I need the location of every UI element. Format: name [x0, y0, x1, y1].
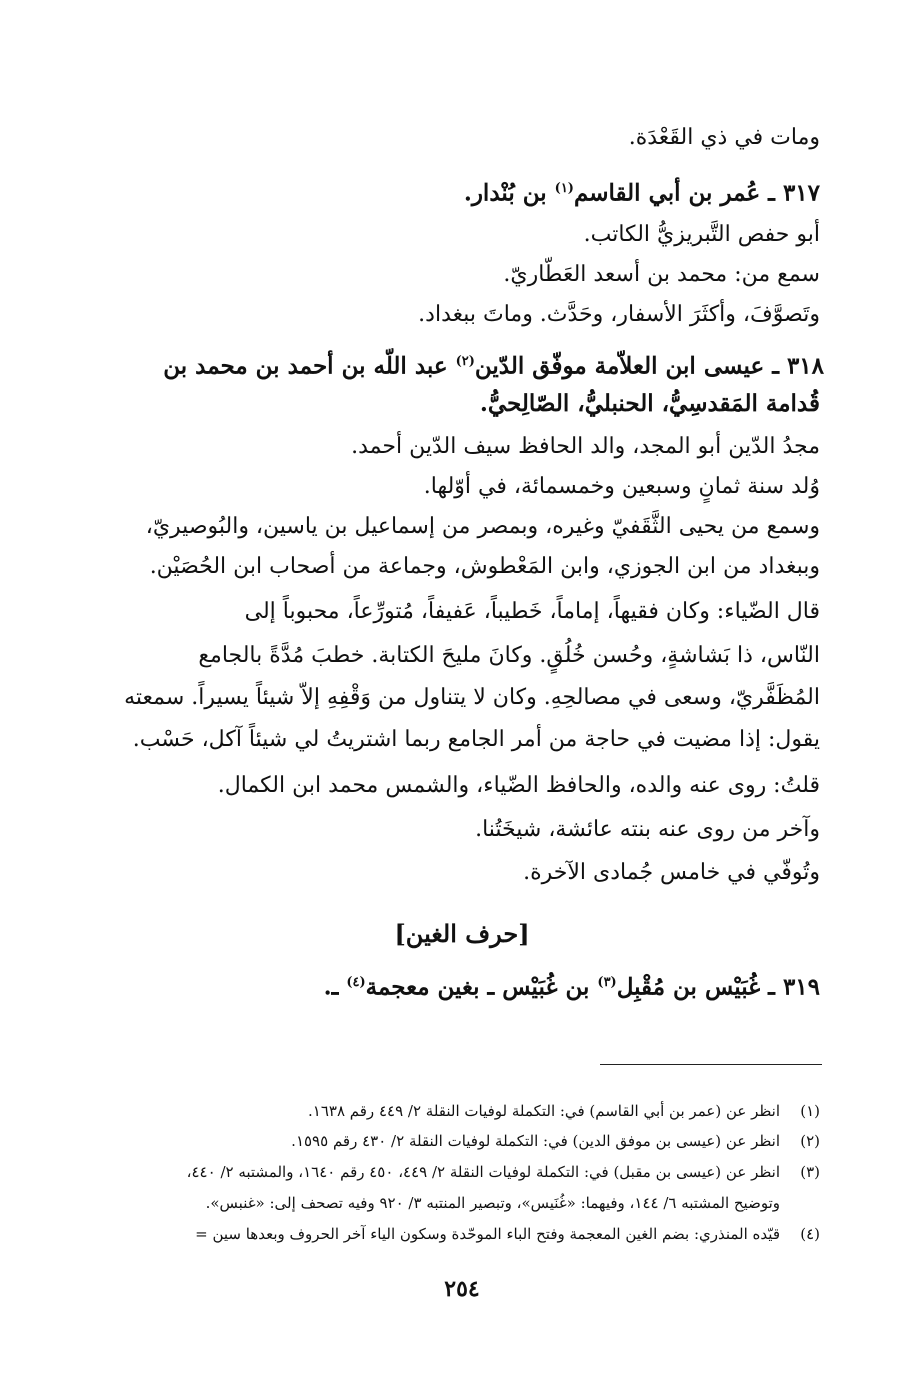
entry-title: ٣١٨ ـ عيسى ابن العلاّمة موفّق الدّين — [474, 352, 824, 380]
footnote-3-cont: وتوضيح المشتبه ٦/ ١٤٤، وفيهما: «غُنَيس»، وتبصير المنتبه ٣/ ٩٢٠ وفيه تصحف إلى: «غنبس». — [205, 1194, 780, 1212]
entry-title: ٣١٧ ـ عُمر بن أبي القاسم — [573, 179, 820, 207]
footnote-text: قيّده المنذري: بضم الغين المعجمة وفتح الباء الموحّدة وسكون الياء آخر الحروف وبعدها سين = — [195, 1225, 780, 1243]
footnote-divider — [600, 1064, 822, 1065]
entry-title: ٣١٩ ـ غُبَيْس بن مُقْبِل — [616, 973, 820, 1001]
text-line: وسمع من يحيى الثَّقَفيّ وغيره، وبمصر من إسماعيل بن ياسين، والبُوصيريّ، — [145, 514, 820, 539]
entry-title: ـ. — [323, 973, 347, 1001]
footnote-ref: (٣) — [597, 975, 617, 990]
text-line: ومات في ذي القَعْدَة. — [628, 125, 820, 150]
entry-319-heading — [104, 963, 820, 1003]
text-line: المُظَفَّريّ، وسعى في مصالحِهِ. وكان لا يتناول من وَقْفِهِ إلاّ شيئاً يسيراً. سمعته — [124, 685, 820, 710]
footnote-text: انظر عن (عيسى بن مقبل) في: التكملة لوفيات النقلة ٢/ ٤٤٩، ٤٥٠ رقم ١٦٤٠، والمشتبه ٢/ ٤٤٠، — [186, 1163, 780, 1181]
footnote-3 — [104, 1158, 820, 1186]
footnote-number: (٣) — [800, 1163, 820, 1181]
footnote-number: (٤) — [800, 1225, 820, 1243]
footnote-1 — [104, 1097, 820, 1125]
text-line: وُلد سنة ثمانٍ وسبعين وخمسمائة، في أوّلها. — [423, 474, 820, 499]
text-line: مجدُ الدّين أبو المجد، والد الحافظ سيف الدّين أحمد. — [351, 434, 820, 459]
text-line: وتَصوَّفَ، وأكثَرَ الأسفار، وحَدَّث. وماتَ ببغداد. — [418, 302, 820, 327]
text-line: يقول: إذا مضيت في حاجة من أمر الجامع ربما اشتريتُ لي شيئاً آكل، حَسْب. — [132, 727, 820, 752]
entry-title: بن بُنْدار. — [463, 179, 555, 207]
text-line: وببغداد من ابن الجوزي، وابن المَعْطوش، وجماعة من أصحاب ابن الحُصَيْن. — [149, 554, 820, 579]
text-line: أبو حفص التَّبريزيُّ الكاتب. — [583, 222, 820, 247]
text-line: النّاس، ذا بَشاشةٍ، وحُسن خُلُقٍ. وكانَ مليحَ الكتابة. خطبَ مُدَّةً بالجامع — [198, 643, 820, 668]
section-heading: [حرف الغين] — [394, 919, 530, 948]
entry-317-heading — [104, 169, 820, 209]
entry-title: بن غُبَيْس ـ بغين معجمة — [365, 973, 598, 1001]
footnote-ref: (٢) — [455, 354, 475, 369]
text-line: قلتُ: روى عنه والده، والحافظ الضّياء، والشمس محمد ابن الكمال. — [217, 773, 820, 798]
footnote-number: (١) — [800, 1102, 820, 1120]
footnote-number: (٢) — [800, 1132, 820, 1150]
entry-318-heading-cont: قُدامة المَقدسِيُّ، الحنبليُّ، الصّالِحيُّ. — [479, 390, 820, 417]
footnote-ref: (١) — [554, 181, 574, 196]
footnote-text: انظر عن (عمر بن أبي القاسم) في: التكملة لوفيات النقلة ٢/ ٤٤٩ رقم ١٦٣٨. — [308, 1102, 780, 1120]
footnote-text: انظر عن (عيسى بن موفق الدين) في: التكملة لوفيات النقلة ٢/ ٤٣٠ رقم ١٥٩٥. — [291, 1132, 780, 1150]
footnote-4 — [104, 1220, 820, 1248]
text-line: وتُوفّي في خامس جُمادى الآخرة. — [523, 860, 820, 885]
entry-318-heading — [100, 342, 824, 382]
footnote-2 — [104, 1127, 820, 1155]
text-line: قال الضّياء: وكان فقيهاً، إماماً، خَطيباً، عَفيفاً، مُتورِّعاً، محبوباً إلى — [244, 599, 820, 624]
entry-title: عبد اللّه بن أحمد بن محمد بن — [163, 352, 456, 380]
footnote-ref: (٤) — [346, 975, 366, 990]
text-line: وآخر من روى عنه بنته عائشة، شيخَتُنا. — [475, 817, 820, 842]
page-number: ٢٥٤ — [444, 1276, 480, 1302]
text-line: سمع من: محمد بن أسعد العَطّاريّ. — [503, 262, 820, 287]
